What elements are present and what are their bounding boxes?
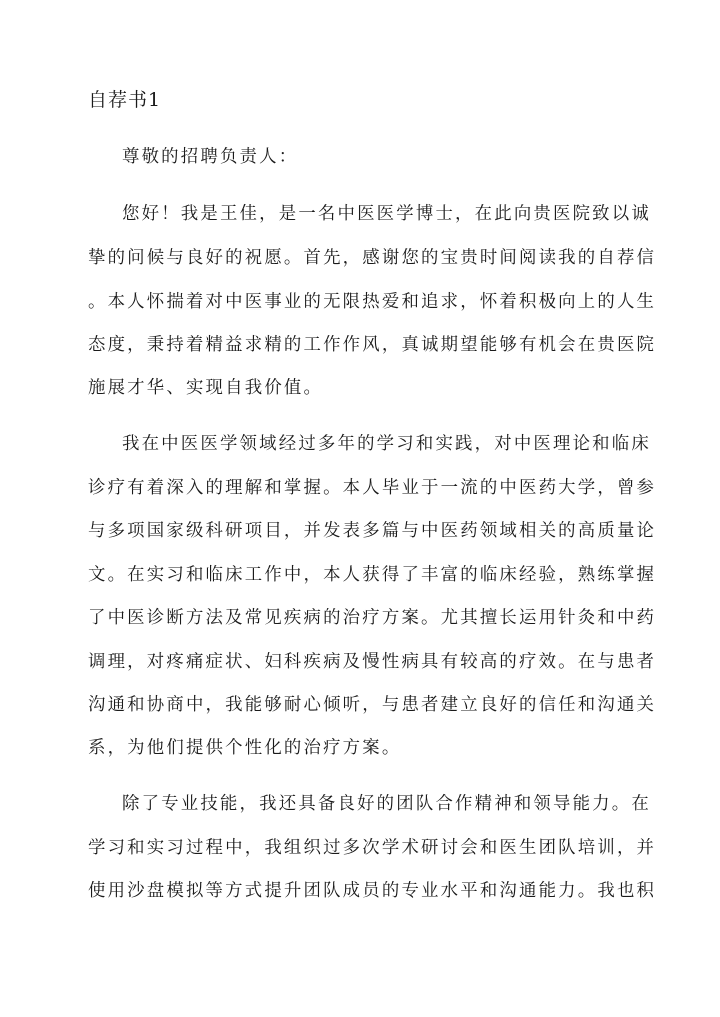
paragraph-2-line-3: 与多项国家级科研项目，并发表多篇与中医药领域相关的高质量论 bbox=[88, 521, 657, 541]
paragraph-2-line-8: 系，为他们提供个性化的治疗方案。 bbox=[88, 738, 402, 758]
document-title: 自荐书1 bbox=[88, 89, 162, 111]
paragraph-2-line-4: 文。在实习和临床工作中，本人获得了丰富的临床经验，熟练掌握 bbox=[88, 565, 657, 585]
salutation: 尊敬的招聘负责人： bbox=[122, 147, 299, 167]
paragraph-3-line-1: 除了专业技能，我还具备良好的团队合作精神和领导能力。在 bbox=[122, 794, 651, 814]
paragraph-1-line-3: 。本人怀揣着对中医事业的无限热爱和追求，怀着积极向上的人生 bbox=[88, 292, 657, 312]
paragraph-2-line-7: 沟通和协商中，我能够耐心倾听，与患者建立良好的信任和沟通关 bbox=[88, 695, 657, 715]
paragraph-3-line-3: 使用沙盘模拟等方式提升团队成员的专业水平和沟通能力。我也积 bbox=[88, 881, 657, 901]
paragraph-1-line-2: 挚的问候与良好的祝愿。首先，感谢您的宝贵时间阅读我的自荐信 bbox=[88, 248, 657, 268]
paragraph-2-line-1: 我在中医医学领域经过多年的学习和实践，对中医理论和临床 bbox=[122, 434, 651, 454]
paragraph-2-line-5: 了中医诊断方法及常见疾病的治疗方案。尤其擅长运用针灸和中药 bbox=[88, 608, 657, 628]
paragraph-1-line-5: 施展才华、实现自我价值。 bbox=[88, 378, 324, 398]
paragraph-2-line-2: 诊疗有着深入的理解和掌握。本人毕业于一流的中医药大学，曾参 bbox=[88, 478, 657, 498]
paragraph-1-line-1: 您好！我是王佳，是一名中医医学博士，在此向贵医院致以诚 bbox=[122, 204, 651, 224]
paragraph-3-line-2: 学习和实习过程中，我组织过多次学术研讨会和医生团队培训，并 bbox=[88, 838, 657, 858]
paragraph-1-line-4: 态度，秉持着精益求精的工作作风，真诚期望能够有机会在贵医院 bbox=[88, 335, 657, 355]
paragraph-2-line-6: 调理，对疼痛症状、妇科疾病及慢性病具有较高的疗效。在与患者 bbox=[88, 652, 657, 672]
